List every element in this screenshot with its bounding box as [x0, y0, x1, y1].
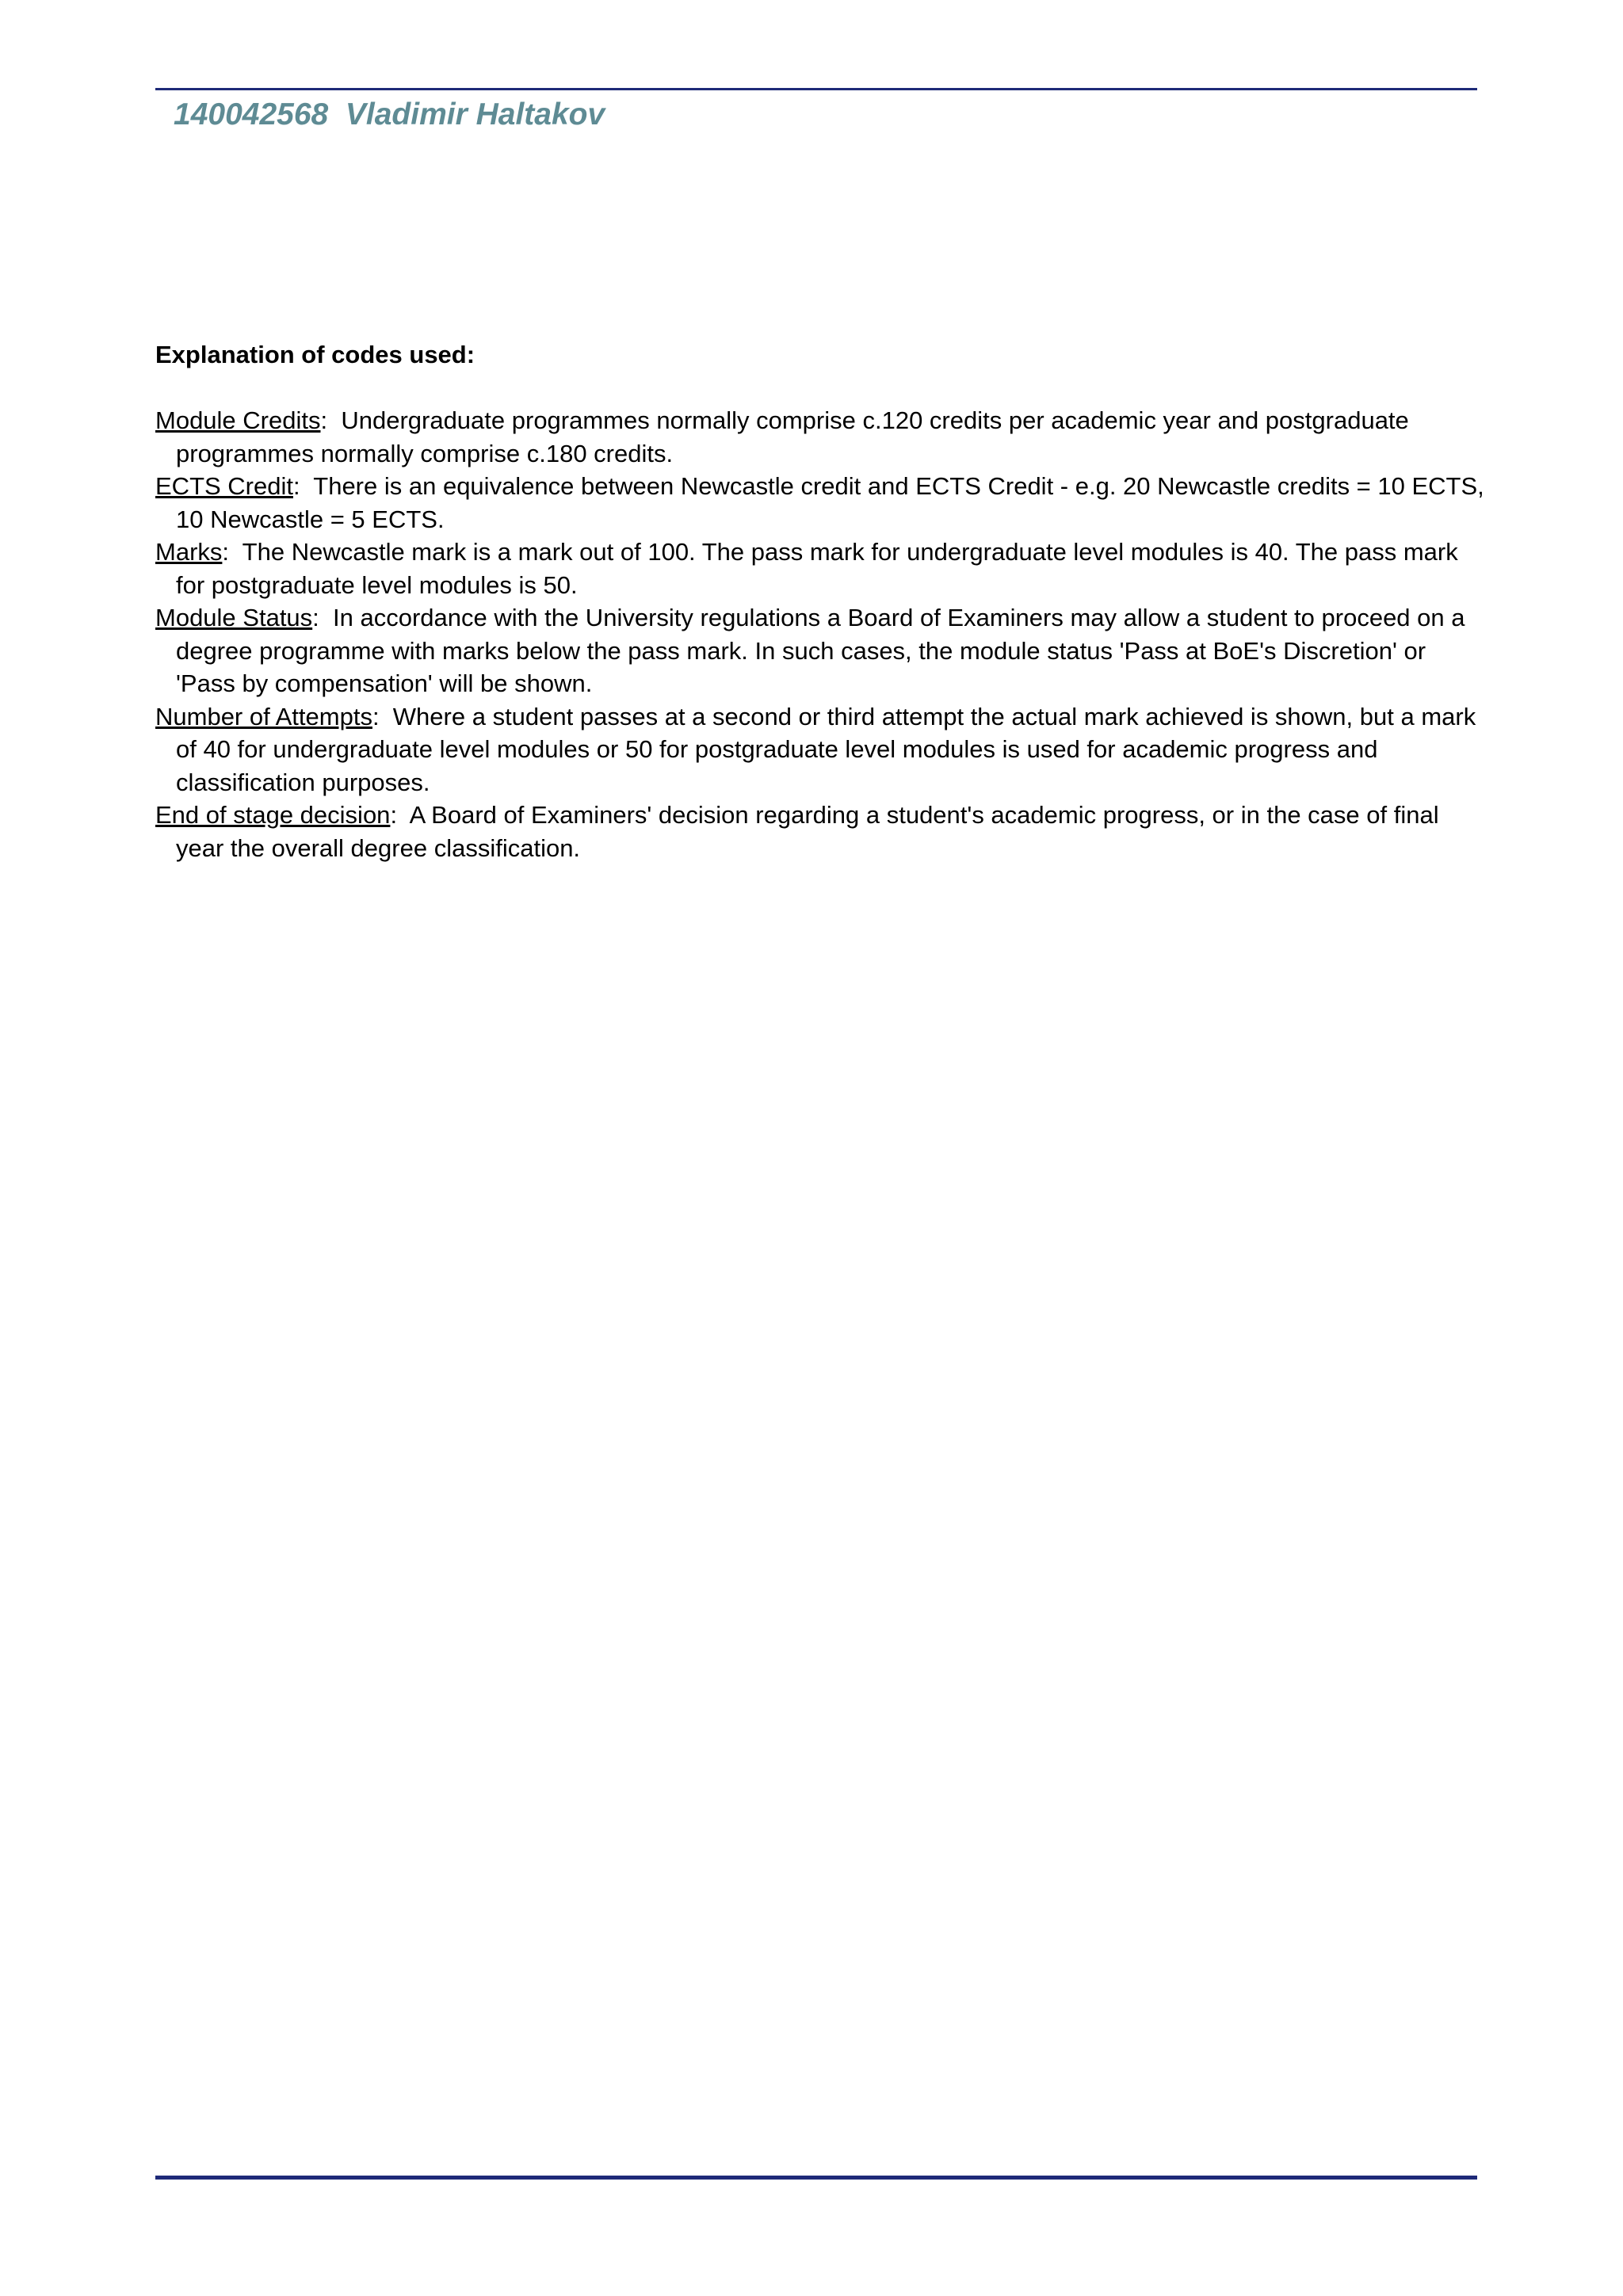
code-separator: :: [292, 472, 314, 500]
code-item-end-of-stage-decision: [155, 799, 1487, 864]
codes-heading: Explanation of codes used:: [155, 341, 475, 368]
code-item-module-credits: [155, 404, 1487, 470]
code-text: There is an equivalence between Newcastle credit and ECTS Credit - e.g. 20 Newcastle credits = 10 ECTS, 10 Newcastle = 5 ECTS.: [176, 472, 1484, 533]
code-separator: :: [390, 801, 410, 829]
code-term: Marks: [155, 538, 223, 566]
code-term: Module Status: [155, 604, 313, 631]
code-item-ects-credit: [155, 470, 1487, 536]
code-separator: :: [222, 538, 242, 566]
code-separator: :: [312, 604, 334, 631]
code-term: Module Credits: [155, 406, 321, 434]
code-text: Where a student passes at a second or third attempt the actual mark achieved is shown, but a mark of 40 for undergraduate level modules or 50 for postgraduate level modules is used for academic progress and classification purposes.: [176, 702, 1476, 796]
code-term: ECTS Credit: [155, 472, 293, 500]
code-term: Number of Attempts: [155, 702, 372, 730]
code-item-module-status: [155, 601, 1487, 700]
code-separator: :: [320, 406, 342, 434]
codes-list: [155, 404, 1487, 864]
footer-rule: [155, 2176, 1477, 2180]
code-term: End of stage decision: [155, 801, 391, 829]
code-text: The Newcastle mark is a mark out of 100. The pass mark for undergraduate level modules is 40. The pass mark for postgraduate level modules is 50.: [176, 538, 1458, 599]
code-separator: :: [372, 702, 393, 730]
code-item-number-of-attempts: [155, 700, 1487, 799]
code-text: In accordance with the University regulations a Board of Examiners may allow a student to proceed on a degree programme with marks below the pass mark. In such cases, the module status 'Pass at BoE's Discretion' or 'Pass by compensation' will be shown.: [176, 604, 1465, 697]
code-item-marks: [155, 536, 1487, 601]
header-rule: [155, 88, 1477, 90]
code-text: A Board of Examiners' decision regarding a student's academic progress, or in the case of final year the overall degree classification.: [176, 801, 1439, 862]
student-id-name: 140042568 Vladimir Haltakov: [174, 97, 605, 132]
code-text: Undergraduate programmes normally comprise c.120 credits per academic year and postgraduate programmes normally comprise c.180 credits.: [176, 406, 1409, 467]
